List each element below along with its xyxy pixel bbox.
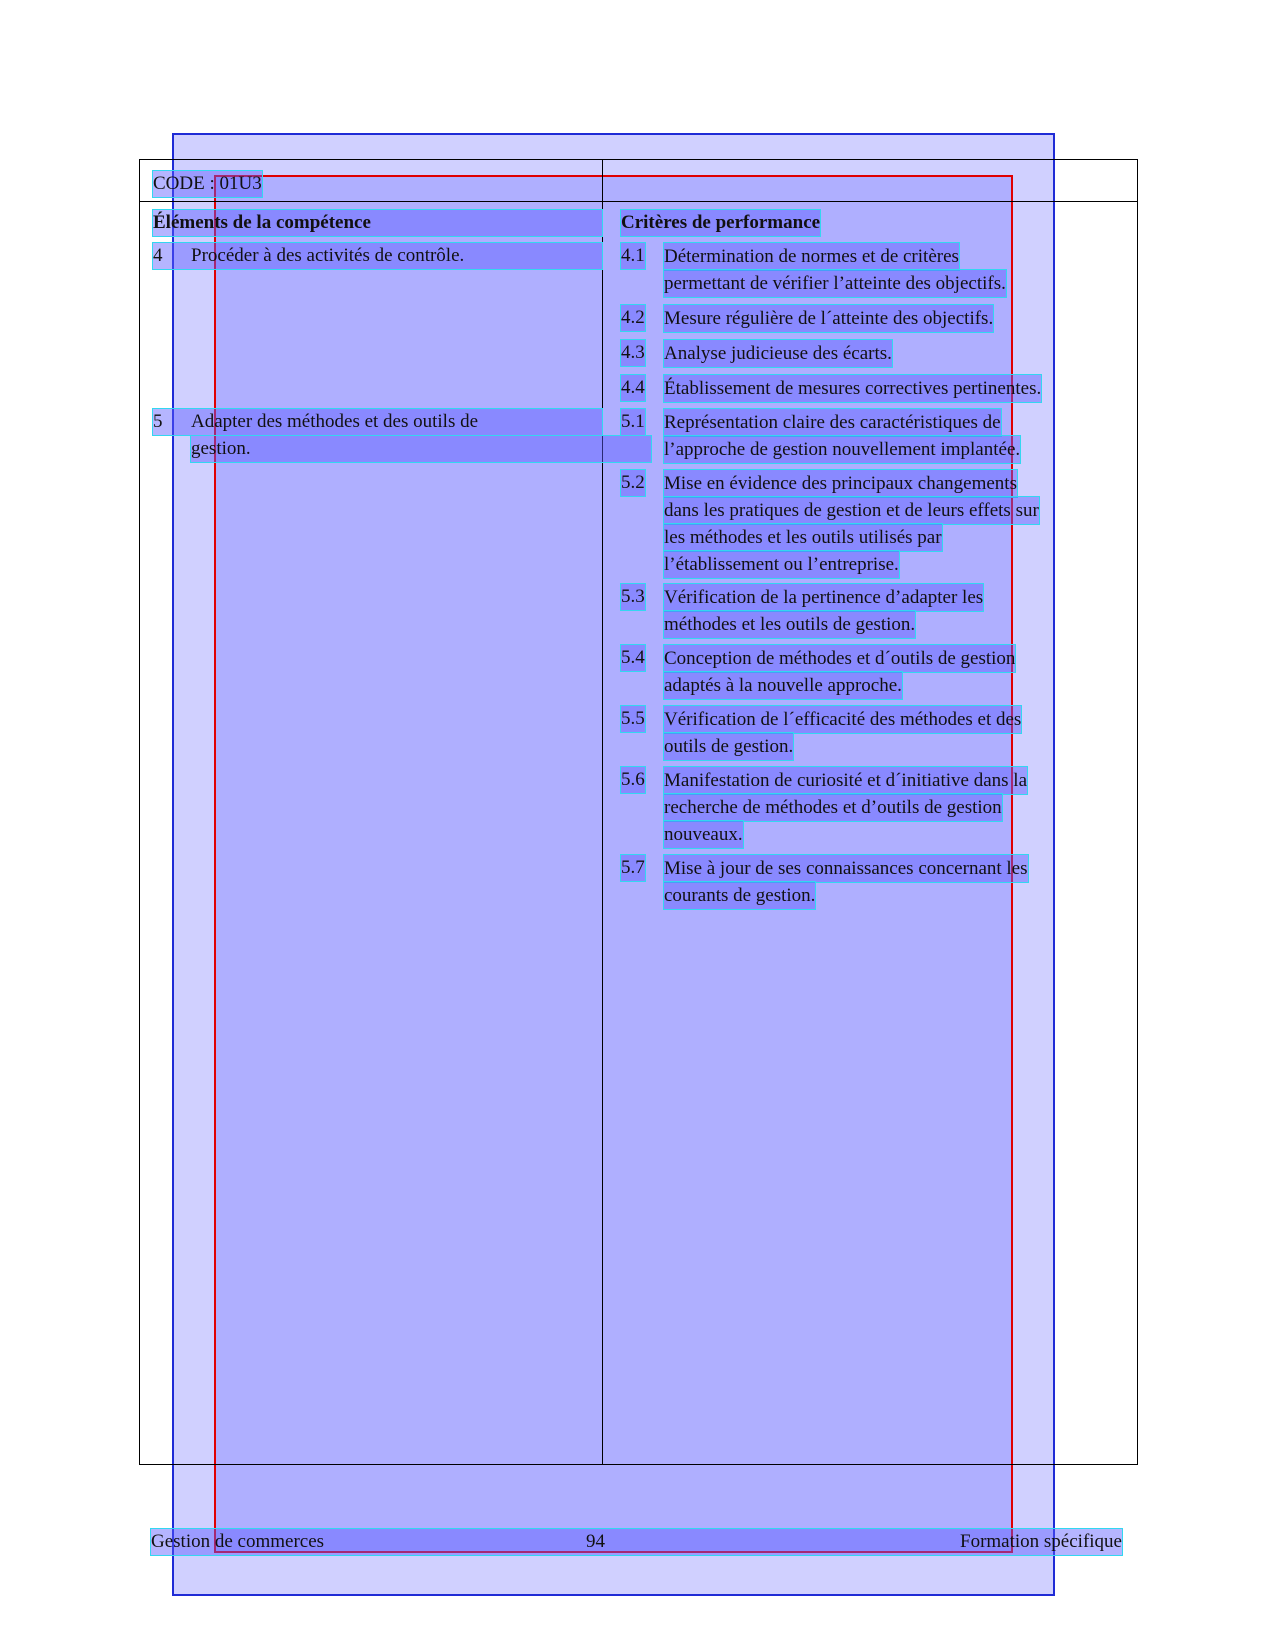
element-row (153, 243, 602, 269)
footer-right: Formation spécifique (960, 1531, 1122, 1552)
element-number: 5 (153, 411, 163, 432)
criterion-text: Établissement de mesures correctives pertinentes. (664, 375, 1041, 402)
criterion-number: 4.4 (621, 375, 645, 401)
criterion-text: Analyse judicieuse des écarts. (664, 340, 892, 367)
column-divider (602, 159, 603, 1465)
criterion-number: 5.2 (621, 470, 645, 496)
criterion-text: Vérification de l´efficacité des méthodes et des outils de gestion. (664, 706, 1021, 760)
criterion-number: 4.2 (621, 305, 645, 331)
criterion-number: 5.5 (621, 706, 645, 732)
criterion-number: 5.7 (621, 855, 645, 881)
element-text-cont: gestion. (191, 436, 651, 462)
page-number: 94 (586, 1531, 605, 1552)
criterion-number: 4.3 (621, 340, 645, 366)
criterion-number: 5.3 (621, 584, 645, 610)
criterion-text: Mise en évidence des principaux changements dans les pratiques de gestion et de leurs effets sur les méthodes et les outils utilisés par l’établissement ou l’entreprise. (664, 470, 1039, 578)
criterion-text: Représentation claire des caractéristiques de l’approche de gestion nouvellement implantée. (664, 409, 1020, 463)
header-criteria: Critères de performance (621, 210, 820, 236)
criterion-number: 5.6 (621, 767, 645, 793)
criterion-text: Mesure régulière de l´atteinte des objectifs. (664, 305, 993, 332)
element-text: Procéder à des activités de contrôle. (191, 245, 465, 266)
header-divider (139, 201, 1138, 202)
element-text: Adapter des méthodes et des outils de (191, 411, 479, 432)
footer-bar (151, 1529, 1122, 1555)
element-number: 4 (153, 245, 163, 266)
criterion-text: Mise à jour de ses connaissances concernant les courants de gestion. (664, 855, 1028, 909)
criterion-text: Conception de méthodes et d´outils de gestion adaptés à la nouvelle approche. (664, 645, 1015, 699)
header-elements: Éléments de la compétence (153, 210, 602, 236)
code-label: CODE : 01U3 (153, 171, 262, 197)
criterion-number: 5.4 (621, 645, 645, 671)
criterion-number: 5.1 (621, 409, 645, 435)
criterion-text: Manifestation de curiosité et d´initiative dans la recherche de méthodes et d’outils de gestion nouveaux. (664, 767, 1027, 848)
criterion-text: Vérification de la pertinence d’adapter les méthodes et les outils de gestion. (664, 584, 983, 638)
element-row (153, 409, 602, 435)
criterion-text: Détermination de normes et de critères permettant de vérifier l’atteinte des objectifs. (664, 243, 1006, 297)
footer-left: Gestion de commerces (151, 1531, 325, 1552)
criterion-number: 4.1 (621, 243, 645, 269)
